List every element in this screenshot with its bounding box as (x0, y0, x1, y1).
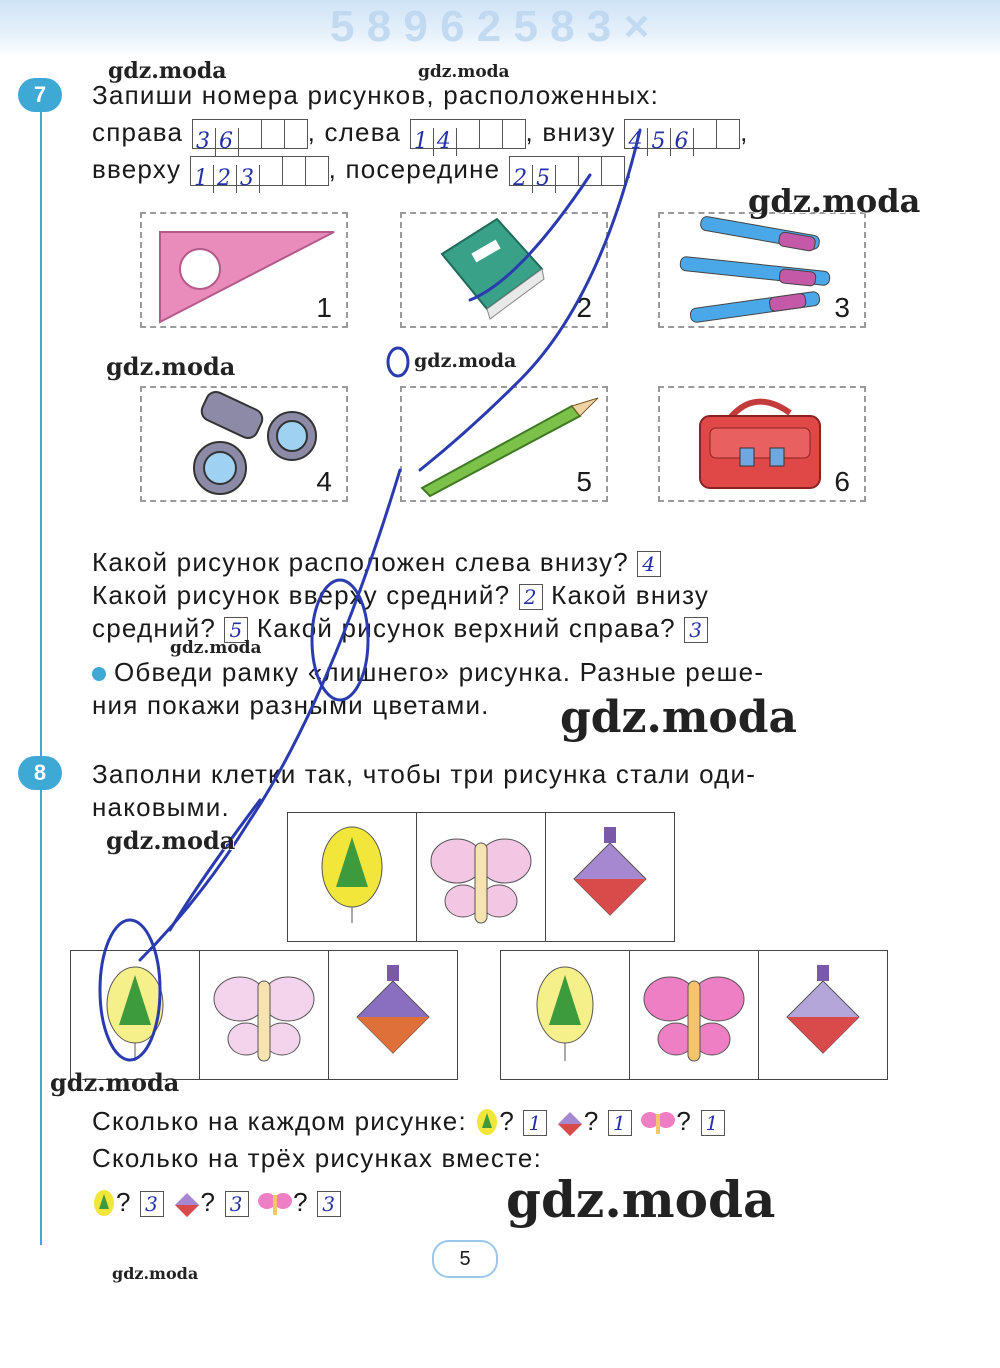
strip-cell-balloon[interactable] (71, 951, 200, 1079)
count-total-row: ? 3 ? 3 ? 3 (92, 1185, 341, 1219)
strip-cell-butterfly[interactable] (630, 951, 759, 1079)
answer-box-q2[interactable]: 2 (519, 584, 543, 610)
margin-line (40, 95, 42, 1245)
watermark: gdz.moda (506, 1170, 776, 1229)
answer-box-q1[interactable]: 4 (637, 551, 661, 577)
picture-number: 6 (834, 466, 850, 497)
strip-cell-butterfly[interactable] (200, 951, 329, 1079)
watermark: gdz.moda (112, 1264, 199, 1283)
top-mini-icon (556, 1108, 584, 1138)
question-3-4: средний? 5 Какой рисунок верхний справа? 3 (92, 611, 708, 645)
strip-cell-spinning-top[interactable] (546, 813, 674, 941)
top-decor-banner (0, 0, 1000, 58)
picture-number: 2 (576, 292, 592, 323)
count-each-row: Сколько на каждом рисунке: ? 1 ? 1 ? 1 (92, 1104, 725, 1138)
butterfly-icon (200, 951, 328, 1079)
picture-card-2[interactable] (400, 212, 608, 328)
schoolbag-icon (660, 388, 860, 498)
count-total-label: Сколько на трёх рисунках вместе: (92, 1143, 543, 1173)
bottom-label: , внизу (525, 117, 616, 147)
top-label: вверху (92, 154, 182, 184)
binoculars-icon (142, 388, 342, 498)
picture-number: 4 (316, 466, 332, 497)
picture-strip-top (287, 812, 675, 942)
watermark: gdz.moda (50, 1068, 180, 1097)
picture-card-6[interactable] (658, 386, 866, 502)
strip-cell-spinning-top[interactable] (759, 951, 887, 1079)
spinning-top-icon (329, 951, 457, 1079)
watermark: gdz.moda (414, 350, 517, 372)
task-8-number: 8 (18, 756, 62, 790)
middle-answer-boxes[interactable]: 2 5 (509, 156, 625, 186)
butterfly-icon (630, 951, 758, 1079)
spinning-top-icon (546, 813, 674, 941)
balloon-tree-icon (501, 951, 629, 1079)
task-7-answer-row-2: вверху 1 2 3 , посередине 2 5 . (92, 154, 634, 192)
bullet-instruction-line-2: ния покажи разными цветами. (92, 690, 490, 720)
bullet-icon (92, 667, 106, 681)
picture-number: 1 (316, 292, 332, 323)
task-7-number: 7 (18, 78, 62, 112)
balloon-tree-icon (288, 813, 416, 941)
left-label: , слева (307, 117, 402, 147)
balloon-mini-icon (92, 1189, 116, 1219)
strip-cell-balloon[interactable] (501, 951, 630, 1079)
strip-cell-spinning-top[interactable] (329, 951, 457, 1079)
butterfly-mini-icon (640, 1108, 676, 1138)
task-7-answer-row-1: справа 3 6 , слева 1 4 , внизу 4 5 6 , (92, 117, 749, 155)
bottom-answer-boxes[interactable]: 4 5 6 (624, 119, 740, 149)
butterfly-mini-icon (257, 1189, 293, 1219)
triangle-ruler-icon (142, 214, 342, 324)
notebook-icon (402, 214, 602, 324)
count-butterfly[interactable]: 1 (701, 1110, 725, 1136)
watermark: gdz.moda (106, 352, 236, 381)
watermark: gdz.moda (170, 638, 262, 658)
watermark: gdz.moda (418, 62, 510, 82)
picture-card-5[interactable] (400, 386, 608, 502)
bullet-instruction-line-1: Обведи рамку «лишнего» рисунка. Разные реше- (92, 655, 764, 689)
total-butterfly[interactable]: 3 (317, 1191, 341, 1217)
middle-label: , посередине (328, 154, 501, 184)
top-answer-boxes[interactable]: 1 2 3 (190, 156, 329, 186)
picture-strip-left (70, 950, 458, 1080)
task-7-instruction: Запиши номера рисунков, расположенных: (92, 80, 659, 110)
right-answer-boxes[interactable]: 3 6 (192, 119, 308, 149)
watermark: gdz.moda (108, 58, 227, 84)
balloon-tree-icon (71, 951, 199, 1079)
pencil-icon (402, 388, 602, 498)
spinning-top-icon (759, 951, 887, 1079)
right-label: справа (92, 117, 184, 147)
answer-box-q4[interactable]: 3 (684, 617, 708, 643)
strip-cell-butterfly[interactable] (417, 813, 546, 941)
task-8-instruction-line-1: Заполни клетки так, чтобы три рисунка стали оди- (92, 759, 757, 789)
pens-icon (660, 214, 860, 324)
answer-box-q3[interactable]: 5 (224, 617, 248, 643)
page-number: 5 (432, 1240, 498, 1278)
watermark: gdz.moda (560, 692, 798, 743)
total-balloon[interactable]: 3 (140, 1191, 164, 1217)
picture-strip-right (500, 950, 888, 1080)
watermark: gdz.moda (748, 182, 921, 220)
picture-number: 3 (834, 292, 850, 323)
question-2: Какой рисунок вверху средний? 2 Какой внизу (92, 580, 710, 610)
top-mini-icon (173, 1189, 201, 1219)
left-answer-boxes[interactable]: 1 4 (410, 119, 526, 149)
strip-cell-balloon[interactable] (288, 813, 417, 941)
picture-number: 5 (576, 466, 592, 497)
picture-card-4[interactable] (140, 386, 348, 502)
butterfly-icon (417, 813, 545, 941)
count-top[interactable]: 1 (608, 1110, 632, 1136)
picture-card-1[interactable] (140, 212, 348, 328)
balloon-mini-icon (475, 1108, 499, 1138)
picture-card-3[interactable] (658, 212, 866, 328)
watermark: gdz.moda (106, 826, 236, 855)
total-top[interactable]: 3 (225, 1191, 249, 1217)
banner-digits: 5 8 9 6 2 5 8 3 × (330, 2, 650, 51)
task-8-instruction-line-2: наковыми. (92, 792, 230, 822)
count-balloon[interactable]: 1 (523, 1110, 547, 1136)
question-1: Какой рисунок расположен слева внизу? 4 (92, 545, 661, 579)
